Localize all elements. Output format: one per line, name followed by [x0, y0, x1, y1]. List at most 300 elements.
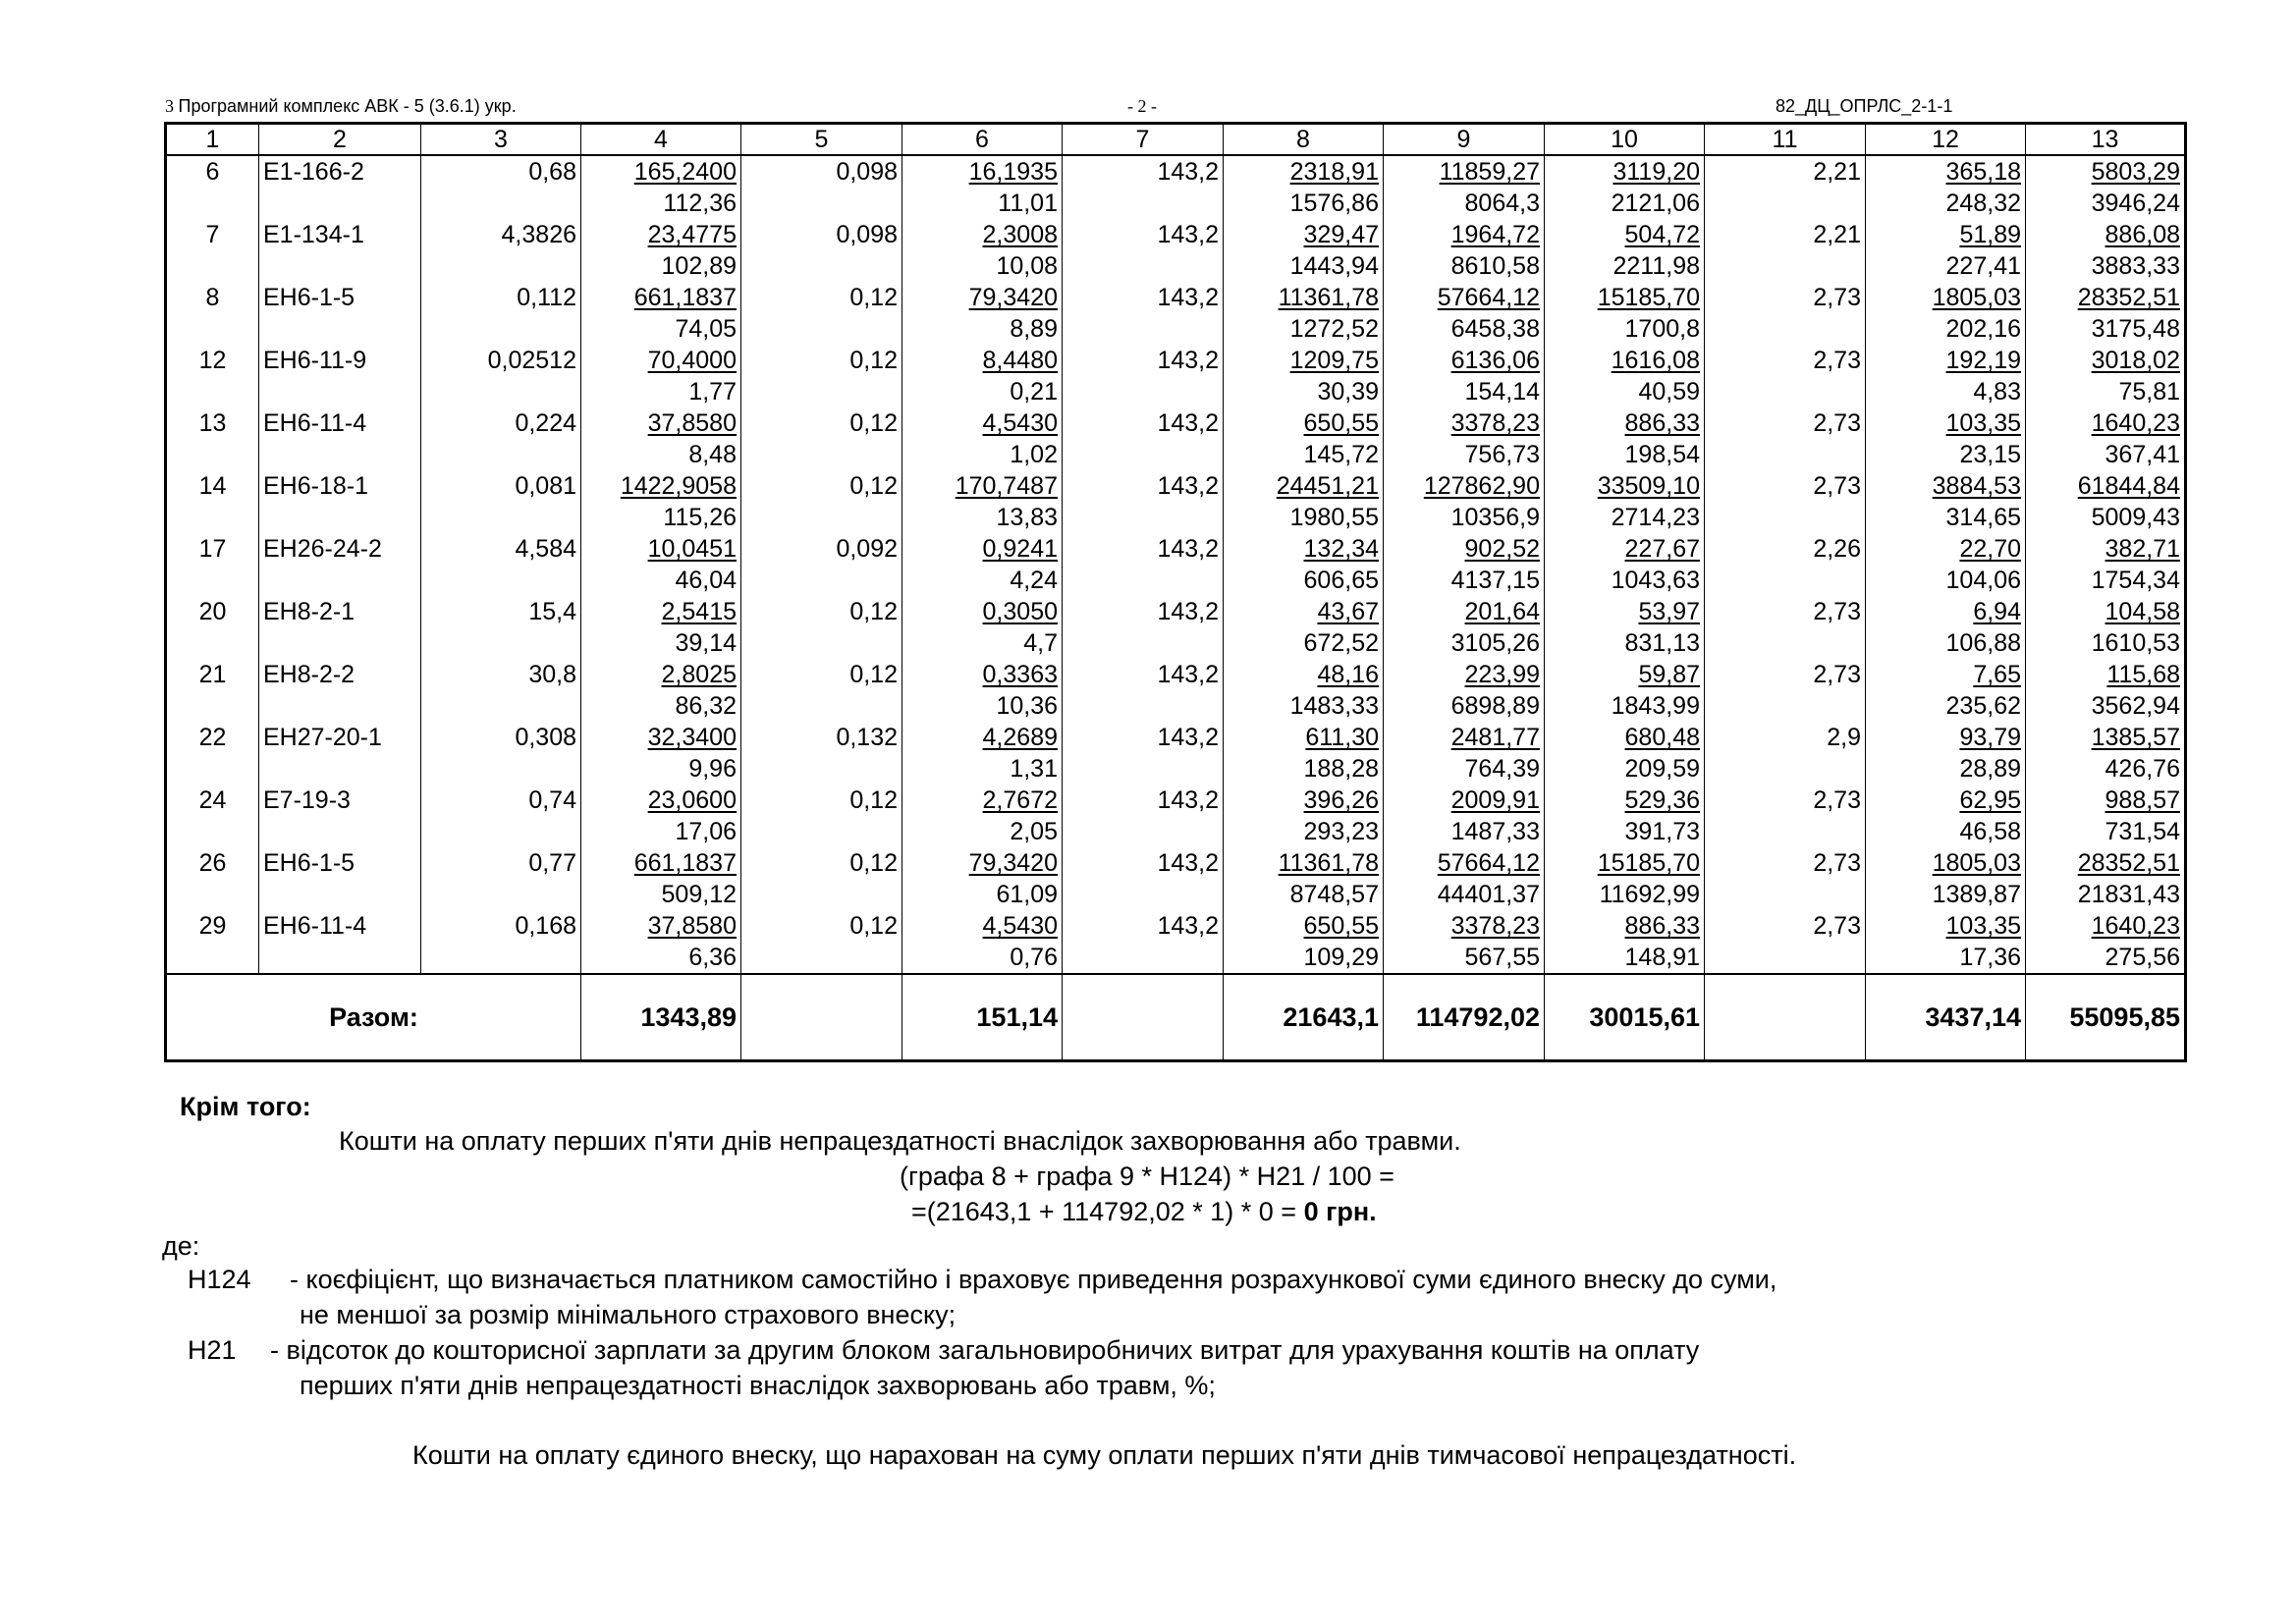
cell-c11: 2,73	[1705, 282, 1866, 313]
cell-value: 8,4480	[982, 347, 1058, 374]
cell-code: ЕН8-2-1	[259, 596, 421, 627]
column-number-2: 2	[259, 124, 421, 156]
cell-c3-sub	[421, 690, 581, 722]
cell-c8b-sub: 1272,52	[1224, 313, 1384, 345]
cell-value: 11361,78	[1278, 284, 1379, 311]
cell-c8b-sub: 8748,57	[1224, 879, 1384, 910]
table-row-subline	[166, 188, 2186, 219]
program-prefix: 3	[165, 96, 174, 116]
total-c13: 55095,85	[2026, 974, 2186, 1061]
cell-c9b-sub: 8064,3	[1384, 188, 1545, 219]
cell-value: 396,26	[1303, 786, 1379, 814]
total-c4: 1343,89	[581, 974, 741, 1061]
column-number-8: 8	[1224, 124, 1384, 156]
cell-n-sub	[166, 753, 259, 784]
table-row	[166, 470, 2186, 502]
cell-c5: 0,12	[741, 407, 902, 439]
cell-c13	[2026, 847, 2186, 879]
cell-c6	[902, 407, 1063, 439]
cell-n-sub	[166, 942, 259, 974]
cell-c10	[1545, 847, 1705, 879]
cell-c3: 0,112	[421, 282, 581, 313]
cell-value: 886,33	[1624, 912, 1700, 940]
cell-value: 57664,12	[1437, 849, 1540, 877]
cell-c9b-sub: 3105,26	[1384, 627, 1545, 659]
h124-key: Н124	[188, 1265, 251, 1294]
cell-value: 3378,23	[1450, 409, 1540, 437]
cell-c6	[902, 533, 1063, 565]
cell-c3-sub	[421, 565, 581, 596]
cell-c11: 2,9	[1705, 722, 1866, 753]
cell-value: 988,57	[2105, 786, 2180, 814]
cell-c4b-sub: 86,32	[581, 690, 741, 722]
cell-c3: 0,081	[421, 470, 581, 502]
cell-c12b-sub: 227,41	[1866, 250, 2026, 282]
cell-c13	[2026, 470, 2186, 502]
cell-c4	[581, 533, 741, 565]
cell-c7: 143,2	[1063, 407, 1224, 439]
cell-c13	[2026, 407, 2186, 439]
cell-value: 0,3050	[982, 598, 1058, 625]
cell-value: 37,8580	[647, 912, 737, 940]
cell-c10b-sub: 209,59	[1545, 753, 1705, 784]
cell-value: 53,97	[1638, 598, 1700, 625]
cell-c7: 143,2	[1063, 910, 1224, 942]
cell-c6	[902, 470, 1063, 502]
cell-c3-sub	[421, 879, 581, 910]
cell-c3: 0,168	[421, 910, 581, 942]
cell-c9b-sub: 1487,33	[1384, 816, 1545, 847]
cell-c6	[902, 722, 1063, 753]
cell-n-sub	[166, 816, 259, 847]
cell-c9	[1384, 722, 1545, 753]
cell-c4	[581, 470, 741, 502]
cell-c13b-sub: 3562,94	[2026, 690, 2186, 722]
cell-c6	[902, 784, 1063, 816]
total-label: Разом:	[166, 974, 581, 1061]
cell-c11-sub	[1705, 942, 1866, 974]
cell-n: 17	[166, 533, 259, 565]
cell-c9	[1384, 910, 1545, 942]
cell-c6b-sub: 8,89	[902, 313, 1063, 345]
cell-c11: 2,73	[1705, 784, 1866, 816]
cell-value: 33509,10	[1597, 472, 1700, 500]
column-number-5: 5	[741, 124, 902, 156]
cell-value: 3884,53	[1932, 472, 2021, 500]
cell-value: 611,30	[1305, 724, 1379, 751]
cell-c5: 0,098	[741, 219, 902, 250]
program-name	[165, 96, 517, 117]
cell-value: 61844,84	[2077, 472, 2180, 500]
cell-c6b-sub: 10,36	[902, 690, 1063, 722]
cell-code: ЕН6-11-4	[259, 910, 421, 942]
cell-value: 51,89	[1959, 221, 2021, 248]
column-number-9: 9	[1384, 124, 1545, 156]
cell-c5-sub	[741, 565, 902, 596]
cell-value: 32,3400	[647, 724, 737, 751]
table-row-subline	[166, 439, 2186, 470]
cell-c9	[1384, 659, 1545, 690]
cell-value: 103,35	[1945, 912, 2021, 940]
cell-value: 132,34	[1303, 535, 1379, 563]
cell-c3-sub	[421, 376, 581, 407]
cell-c13b-sub: 426,76	[2026, 753, 2186, 784]
cell-c10	[1545, 659, 1705, 690]
cell-n-sub	[166, 376, 259, 407]
total-row	[166, 974, 2186, 1061]
cell-value: 37,8580	[647, 409, 737, 437]
cell-c5: 0,12	[741, 345, 902, 376]
cell-value: 4,2689	[982, 724, 1058, 751]
cell-c10	[1545, 784, 1705, 816]
single-contribution-note: Кошти на оплату єдиного внеску, що нарахован на суму оплати перших п'яти днів тимчасової непрацездатності.	[412, 1440, 1797, 1470]
cell-c4	[581, 596, 741, 627]
cell-n: 12	[166, 345, 259, 376]
cell-value: 4,5430	[982, 912, 1058, 940]
table-row-subline	[166, 376, 2186, 407]
cell-value: 329,47	[1303, 221, 1379, 248]
cell-c12	[1866, 345, 2026, 376]
cell-c7-sub	[1063, 816, 1224, 847]
cell-c13b-sub: 3883,33	[2026, 250, 2186, 282]
cell-c5-sub	[741, 753, 902, 784]
total-c11	[1705, 974, 1866, 1061]
cell-code-sub	[259, 376, 421, 407]
cell-c12	[1866, 282, 2026, 313]
total-c12: 3437,14	[1866, 974, 2026, 1061]
cell-n-sub	[166, 313, 259, 345]
cell-n: 24	[166, 784, 259, 816]
cell-c4b-sub: 9,96	[581, 753, 741, 784]
cell-value: 93,79	[1959, 724, 2021, 751]
cell-c9	[1384, 596, 1545, 627]
cell-n-sub	[166, 188, 259, 219]
cell-c6b-sub: 4,24	[902, 565, 1063, 596]
cell-value: 192,19	[1945, 347, 2021, 374]
table-row-subline	[166, 942, 2186, 974]
cell-value: 2,3008	[982, 221, 1058, 248]
cell-c12b-sub: 248,32	[1866, 188, 2026, 219]
cell-c12b-sub: 235,62	[1866, 690, 2026, 722]
table-row-subline	[166, 879, 2186, 910]
cell-c6b-sub: 1,31	[902, 753, 1063, 784]
table-row-subline	[166, 250, 2186, 282]
cell-c3: 4,584	[421, 533, 581, 565]
cell-c10b-sub: 391,73	[1545, 816, 1705, 847]
table-row-subline	[166, 313, 2186, 345]
cell-c5: 0,132	[741, 722, 902, 753]
total-c7	[1063, 974, 1224, 1061]
cell-c5-sub	[741, 879, 902, 910]
cell-c3-sub	[421, 313, 581, 345]
cell-c9	[1384, 282, 1545, 313]
cell-value: 7,65	[1973, 661, 2021, 688]
cell-code: Е1-166-2	[259, 155, 421, 188]
cell-c10b-sub: 1043,63	[1545, 565, 1705, 596]
cell-c8b-sub: 672,52	[1224, 627, 1384, 659]
page-header	[165, 96, 1992, 120]
cell-value: 1640,23	[2091, 409, 2180, 437]
cell-c11: 2,73	[1705, 345, 1866, 376]
cell-c7: 143,2	[1063, 722, 1224, 753]
cell-value: 1805,03	[1932, 849, 2021, 877]
cell-c10b-sub: 148,91	[1545, 942, 1705, 974]
cell-code-sub	[259, 753, 421, 784]
cell-n: 21	[166, 659, 259, 690]
cell-value: 11859,27	[1439, 158, 1540, 186]
cell-code-sub	[259, 565, 421, 596]
cell-c9b-sub: 6458,38	[1384, 313, 1545, 345]
h21-definition-line1: - відсоток до кошторисної зарплати за другим блоком загальновиробничих витрат для урахування коштів на оплату	[270, 1335, 1700, 1365]
cell-value: 650,55	[1303, 409, 1379, 437]
cell-c8	[1224, 596, 1384, 627]
table-row	[166, 784, 2186, 816]
cell-c11: 2,73	[1705, 847, 1866, 879]
cell-c7-sub	[1063, 942, 1224, 974]
cell-c6b-sub: 10,08	[902, 250, 1063, 282]
cell-c6	[902, 155, 1063, 188]
cell-c7: 143,2	[1063, 470, 1224, 502]
cell-c7-sub	[1063, 439, 1224, 470]
column-number-6: 6	[902, 124, 1063, 156]
cell-c13b-sub: 5009,43	[2026, 502, 2186, 533]
cell-c8b-sub: 1576,86	[1224, 188, 1384, 219]
column-number-12: 12	[1866, 124, 2026, 156]
cell-c13	[2026, 659, 2186, 690]
cell-c11: 2,73	[1705, 407, 1866, 439]
cell-code-sub	[259, 250, 421, 282]
table-row-subline	[166, 627, 2186, 659]
cell-c8	[1224, 910, 1384, 942]
cell-c8b-sub: 1443,94	[1224, 250, 1384, 282]
cell-c7: 143,2	[1063, 847, 1224, 879]
cell-value: 70,4000	[647, 347, 737, 374]
cell-c4b-sub: 115,26	[581, 502, 741, 533]
cell-value: 48,16	[1317, 661, 1379, 688]
cell-value: 382,71	[2105, 535, 2180, 563]
cell-c4b-sub: 39,14	[581, 627, 741, 659]
cell-code-sub	[259, 502, 421, 533]
cell-c13	[2026, 596, 2186, 627]
cell-c8b-sub: 30,39	[1224, 376, 1384, 407]
formula-result	[911, 1197, 1377, 1227]
cell-value: 165,2400	[633, 158, 737, 186]
cell-n-sub	[166, 879, 259, 910]
cell-value: 23,4775	[647, 221, 737, 248]
cell-c12	[1866, 533, 2026, 565]
cell-value: 16,1935	[968, 158, 1058, 186]
cell-c5: 0,12	[741, 847, 902, 879]
cell-value: 104,58	[2105, 598, 2180, 625]
cell-c9b-sub: 6898,89	[1384, 690, 1545, 722]
cell-c7-sub	[1063, 627, 1224, 659]
page-number: - 2 -	[1127, 96, 1157, 116]
cell-c9b-sub: 764,39	[1384, 753, 1545, 784]
cell-c11-sub	[1705, 627, 1866, 659]
cell-value: 5803,29	[2091, 158, 2180, 186]
cell-c12	[1866, 219, 2026, 250]
cell-code-sub	[259, 942, 421, 974]
cell-c10	[1545, 470, 1705, 502]
cell-c6b-sub: 1,02	[902, 439, 1063, 470]
cell-code: ЕН6-18-1	[259, 470, 421, 502]
cell-c13	[2026, 282, 2186, 313]
cell-c9	[1384, 407, 1545, 439]
cell-code: ЕН8-2-2	[259, 659, 421, 690]
cell-c10b-sub: 40,59	[1545, 376, 1705, 407]
cell-c12b-sub: 28,89	[1866, 753, 2026, 784]
cell-value: 1385,57	[2091, 724, 2180, 751]
cell-n: 26	[166, 847, 259, 879]
cell-c6	[902, 219, 1063, 250]
cell-c12b-sub: 23,15	[1866, 439, 2026, 470]
cell-c12	[1866, 722, 2026, 753]
cell-c5-sub	[741, 690, 902, 722]
cell-c11: 2,21	[1705, 155, 1866, 188]
table-row	[166, 910, 2186, 942]
cell-c8b-sub: 109,29	[1224, 942, 1384, 974]
cell-c9	[1384, 847, 1545, 879]
cell-c5-sub	[741, 502, 902, 533]
cell-c12b-sub: 104,06	[1866, 565, 2026, 596]
cell-c3: 30,8	[421, 659, 581, 690]
cell-c7: 143,2	[1063, 659, 1224, 690]
cell-n: 8	[166, 282, 259, 313]
cell-c5: 0,092	[741, 533, 902, 565]
table-row-subline	[166, 690, 2186, 722]
cell-c9b-sub: 10356,9	[1384, 502, 1545, 533]
cell-n-sub	[166, 690, 259, 722]
cell-value: 3119,20	[1613, 158, 1700, 186]
cell-c13	[2026, 533, 2186, 565]
cell-c12	[1866, 155, 2026, 188]
cell-c10b-sub: 1700,8	[1545, 313, 1705, 345]
cell-value: 504,72	[1624, 221, 1700, 248]
cell-value: 170,7487	[955, 472, 1058, 500]
cell-c6	[902, 282, 1063, 313]
table-row	[166, 219, 2186, 250]
cell-c4	[581, 282, 741, 313]
cell-c7: 143,2	[1063, 155, 1224, 188]
cell-value: 1616,08	[1611, 347, 1700, 374]
table-row	[166, 345, 2186, 376]
cell-c10	[1545, 345, 1705, 376]
cell-c7: 143,2	[1063, 533, 1224, 565]
cell-c10b-sub: 11692,99	[1545, 879, 1705, 910]
cell-value: 3378,23	[1450, 912, 1540, 940]
column-number-row	[166, 124, 2186, 156]
cell-c5: 0,12	[741, 282, 902, 313]
cell-n: 7	[166, 219, 259, 250]
cell-c13b-sub: 3946,24	[2026, 188, 2186, 219]
cell-c13b-sub: 1754,34	[2026, 565, 2186, 596]
cell-value: 127862,90	[1423, 472, 1540, 500]
cell-value: 11361,78	[1278, 849, 1379, 877]
cell-c8	[1224, 722, 1384, 753]
cell-value: 2009,91	[1450, 786, 1540, 814]
cell-c3: 4,3826	[421, 219, 581, 250]
table-row	[166, 533, 2186, 565]
cell-c7: 143,2	[1063, 282, 1224, 313]
cell-c6b-sub: 61,09	[902, 879, 1063, 910]
cell-c10	[1545, 282, 1705, 313]
cell-c3: 0,308	[421, 722, 581, 753]
table-row	[166, 847, 2186, 879]
table-row-subline	[166, 502, 2186, 533]
cell-value: 529,36	[1624, 786, 1700, 814]
cell-c11: 2,73	[1705, 596, 1866, 627]
cell-code: ЕН6-11-9	[259, 345, 421, 376]
cell-c5-sub	[741, 188, 902, 219]
cell-c10b-sub: 2121,06	[1545, 188, 1705, 219]
cell-value: 2318,91	[1289, 158, 1379, 186]
cell-c4b-sub: 74,05	[581, 313, 741, 345]
cell-c12b-sub: 106,88	[1866, 627, 2026, 659]
cell-c8	[1224, 659, 1384, 690]
cell-c10	[1545, 722, 1705, 753]
cell-c12b-sub: 314,65	[1866, 502, 2026, 533]
cell-c4b-sub: 1,77	[581, 376, 741, 407]
cell-c10b-sub: 2714,23	[1545, 502, 1705, 533]
formula-result-value: 0 грн.	[1303, 1197, 1377, 1226]
cell-c6b-sub: 4,7	[902, 627, 1063, 659]
cell-c12	[1866, 407, 2026, 439]
sick-pay-description: Кошти на оплату перших п'яти днів непрацездатності внаслідок захворювання або травми.	[339, 1126, 1461, 1156]
cell-c9b-sub: 44401,37	[1384, 879, 1545, 910]
cell-c3: 0,224	[421, 407, 581, 439]
cell-value: 902,52	[1464, 535, 1540, 563]
cell-code: ЕН6-1-5	[259, 847, 421, 879]
cell-c11: 2,73	[1705, 470, 1866, 502]
cell-c13b-sub: 75,81	[2026, 376, 2186, 407]
cell-c13b-sub: 3175,48	[2026, 313, 2186, 345]
cell-c3-sub	[421, 816, 581, 847]
total-c5	[741, 974, 902, 1061]
cell-n-sub	[166, 565, 259, 596]
cell-c3-sub	[421, 439, 581, 470]
cell-c8b-sub: 1483,33	[1224, 690, 1384, 722]
cell-c7-sub	[1063, 879, 1224, 910]
cell-c5: 0,12	[741, 596, 902, 627]
table-row	[166, 407, 2186, 439]
cell-c7: 143,2	[1063, 219, 1224, 250]
cell-value: 1640,23	[2091, 912, 2180, 940]
cell-c8	[1224, 533, 1384, 565]
cell-c9	[1384, 470, 1545, 502]
cell-value: 661,1837	[633, 284, 737, 311]
cell-c10	[1545, 219, 1705, 250]
column-number-7: 7	[1063, 124, 1224, 156]
cell-value: 661,1837	[633, 849, 737, 877]
cell-c8	[1224, 219, 1384, 250]
cell-c7: 143,2	[1063, 596, 1224, 627]
cell-c5: 0,12	[741, 910, 902, 942]
cell-c6b-sub: 0,21	[902, 376, 1063, 407]
cell-c11-sub	[1705, 753, 1866, 784]
cell-code: ЕН27-20-1	[259, 722, 421, 753]
cell-c8b-sub: 293,23	[1224, 816, 1384, 847]
cell-value: 2,5415	[661, 598, 737, 625]
document-code: 82_ДЦ_ОПРЛС_2-1-1	[1776, 96, 1953, 116]
total-c8: 21643,1	[1224, 974, 1384, 1061]
cell-c4	[581, 407, 741, 439]
cell-c13	[2026, 910, 2186, 942]
formula-result-expression: =(21643,1 + 114792,02 * 1) * 0 =	[911, 1197, 1304, 1226]
cell-c11-sub	[1705, 188, 1866, 219]
estimate-table-body	[166, 124, 2186, 1061]
cell-c5: 0,12	[741, 470, 902, 502]
table-row-subline	[166, 816, 2186, 847]
